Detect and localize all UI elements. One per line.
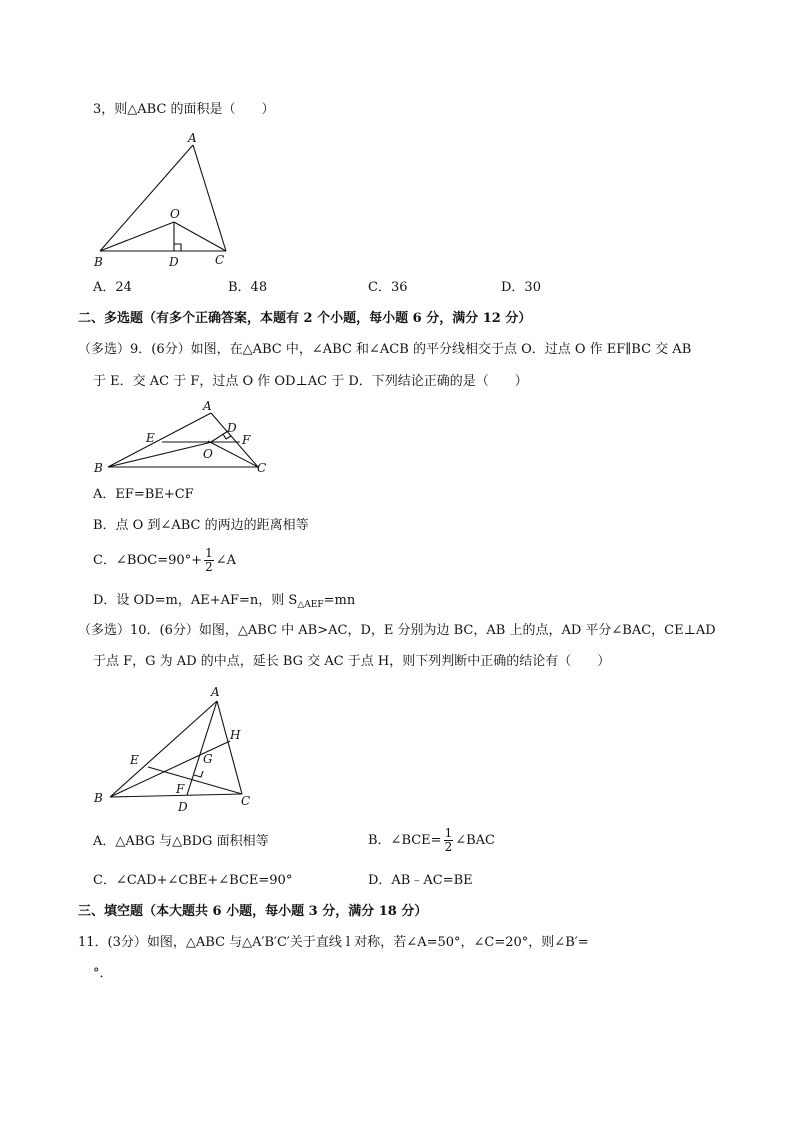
q9-segment-co [208,441,258,467]
q9-option-b[interactable]: B．点 O 到∠ABC 的两边的距离相等 [93,518,309,533]
q10-label-c: C [241,794,251,808]
q10-label-d: D [178,800,188,814]
q8-option-d[interactable]: D．30 [501,280,541,295]
q8-option-b[interactable]: B．48 [228,280,268,295]
q9-label-f: F [242,433,251,447]
q9-option-d-prefix: D．设 OD=m，AE+AF=n，则 S [93,593,298,608]
q8-triangle-figure [90,130,250,270]
q10-label-e: E [130,753,139,767]
q8-right-angle-mark [174,244,181,251]
section-3-title: 三、填空题（本大题共 6 小题，每小题 3 分，满分 18 分） [78,904,428,919]
q9-option-c[interactable] [93,547,236,574]
q10-right-angle-mark [194,771,203,777]
q10-option-d[interactable]: D．AB﹣AC=BE [368,873,473,888]
q9-segment-od [211,431,228,442]
q8-label-c: C [215,253,225,267]
q10-label-b: B [94,791,103,805]
q8-label-d: D [169,255,179,269]
q9-option-d-suffix: =mn [323,593,356,608]
q10-label-a: A [211,685,220,699]
q9-label-e: E [146,431,155,445]
q10-stem-line2: 于点 F，G 为 AD 的中点，延长 BG 交 AC 于点 H，则下列判断中正确的结论有（ ） [93,654,611,669]
q10-option-b[interactable] [368,827,495,854]
section-2-title: 二、多选题（有多个正确答案，本题有 2 个小题，每小题 6 分，满分 12 分） [78,311,532,326]
q10-segment-bh [110,741,230,797]
q10-label-f: F [176,782,185,796]
q10-side-ac [217,701,242,794]
q9-label-d: D [227,421,237,435]
q9-label-c: C [257,461,267,475]
q9-option-c-suffix: ∠A [215,553,236,568]
q10-label-g: G [203,752,213,766]
q8-label-a: A [188,131,197,145]
q10-triangle-figure [90,683,270,813]
q9-stem-line1: （多选）9．(6分）如图，在△ABC 中，∠ABC 和∠ACB 的平分线相交于点 O．过点 O 作 EF∥BC 交 AB [78,342,692,357]
q10-label-h: H [230,728,241,742]
q10-option-b-fraction [444,827,454,854]
q10-stem-line1: （多选）10．(6分）如图，△ABC 中 AB>AC，D，E 分别为边 BC，AB 上的点，AD 平分∠BAC，CE⊥AD [78,623,716,638]
q10-option-b-denominator: 2 [444,840,453,854]
q9-option-d[interactable] [93,592,355,614]
q10-option-b-numerator: 1 [444,826,453,840]
q8-stem-tail: 3，则△ABC 的面积是（ ） [93,102,275,117]
q9-label-b: B [94,461,103,475]
q8-side-ab [100,145,193,251]
q9-option-c-numerator: 1 [205,546,213,560]
q9-segment-bo [108,442,212,467]
q9-option-c-prefix: C．∠BOC=90°+ [93,553,203,568]
q9-option-c-denominator: 2 [205,560,213,574]
q8-label-b: B [94,255,103,269]
q9-option-d-subscript: △AEF [297,600,324,610]
q8-option-a[interactable]: A．24 [93,280,132,295]
q9-stem-line2: 于 E．交 AC 于 F，过点 O 作 OD⊥AC 于 D．下列结论正确的是（ ） [93,374,528,389]
q10-option-b-suffix: ∠BAC [455,833,495,848]
q11-stem-line2: °． [93,966,113,981]
q10-option-a[interactable]: A．△ABG 与△BDG 面积相等 [93,834,269,849]
q11-stem-line1: 11．(3分）如图，△ABC 与△A′B′C′关于直线 l 对称，若∠A=50°，∠C=20°，则∠B′= [78,935,589,950]
q8-segment-ob [100,222,174,251]
q10-option-b-prefix: B．∠BCE= [368,833,442,848]
q9-option-c-fraction [204,547,214,574]
q9-option-a[interactable]: A．EF=BE+CF [93,487,194,502]
q8-label-o: O [170,207,180,221]
q9-label-o: O [203,447,213,461]
q8-option-c[interactable]: C．36 [368,280,408,295]
q9-triangle-figure [90,398,275,483]
q9-side-ab [108,413,211,467]
q9-label-a: A [203,399,212,413]
q10-option-c[interactable]: C．∠CAD+∠CBE+∠BCE=90° [93,873,293,888]
